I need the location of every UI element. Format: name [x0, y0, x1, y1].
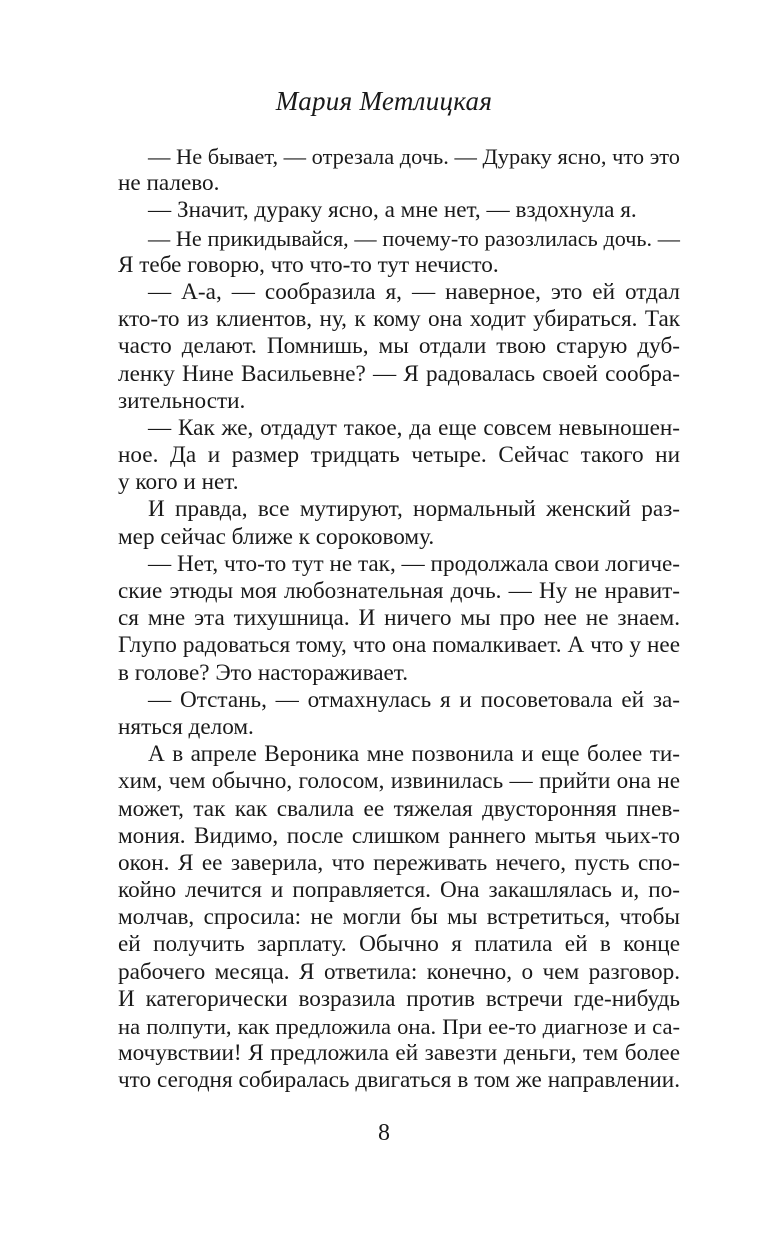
text-line: не палево. — [118, 170, 220, 197]
text-line: — Нет, что-то тут не так, — продолжала свои логиче- — [148, 550, 680, 577]
text-line: может, так как свалила ее тяжелая двусторонняя пнев- — [118, 795, 680, 822]
text-line: окон. Я ее заверила, что переживать нечего, пусть спо- — [118, 849, 680, 876]
text-line: ские этюды моя любознательная дочь. — Ну не нравит- — [118, 578, 680, 604]
text-line: — Значит, дураку ясно, а мне нет, — вздохнула я. — [148, 197, 637, 224]
page-number: 8 — [378, 1120, 390, 1146]
text-line: няться делом. — [118, 713, 254, 740]
text-line: зительности. — [118, 387, 246, 414]
text-line: молчав, спросила: не могли бы мы встретиться, чтобы — [118, 904, 680, 931]
text-line: мония. Видимо, после слишком раннего мытья чьих-то — [118, 822, 680, 849]
text-line: часто делают. Помнишь, мы отдали твою старую дуб- — [118, 333, 680, 360]
text-line: ное. Да и размер тридцать четыре. Сейчас такого ни — [118, 442, 680, 469]
text-line: ей получить зарплату. Обычно я платила ей в конце — [118, 931, 680, 958]
text-line: хим, чем обычно, голосом, извинилась — прийти она не — [118, 768, 680, 795]
text-line: — Не прикидывайся, — почему-то разозлилась дочь. — — [148, 225, 680, 251]
text-line: кто-то из клиентов, ну, к кому она ходит убираться. Так — [118, 306, 680, 333]
body-text — [118, 143, 680, 1095]
text-line: в голове? Это настораживает. — [118, 659, 408, 686]
text-line: — Не бывает, — отрезала дочь. — Дураку ясно, что это — [148, 144, 680, 169]
text-line: койно лечится и поправляется. Она закашлялась и, по- — [118, 877, 680, 904]
text-line: И категорически возразила против встречи где-нибудь — [118, 985, 680, 1012]
text-line: рабочего месяца. Я ответила: конечно, о чем разговор. — [118, 958, 680, 985]
text-line: Я тебе говорю, что что-то тут нечисто. — [118, 251, 499, 278]
text-line: — Как же, отдадут такое, да еще совсем невыношен- — [148, 414, 680, 441]
text-line: А в апреле Вероника мне позвонила и еще более ти- — [148, 741, 680, 768]
text-line: у кого и нет. — [118, 469, 239, 496]
text-line: на полпути, как предложила она. При ее-то диагнозе и са- — [118, 1014, 680, 1039]
text-line: мер сейчас ближе к сороковому. — [118, 523, 435, 550]
text-line: Глупо радоваться тому, что она помалкивает. А что у нее — [118, 632, 680, 659]
text-line: — Отстань, — отмахнулась я и посоветовала ей за- — [148, 686, 680, 713]
running-head-author: Мария Метлицкая — [275, 86, 493, 116]
text-line: мочувствии! Я предложила ей завезти деньги, тем более — [118, 1040, 680, 1067]
text-line: И правда, все мутируют, нормальный женский раз- — [148, 496, 680, 523]
text-line: — А-а, — сообразила я, — наверное, это ей отдал — [148, 278, 680, 305]
text-line: что сегодня собиралась двигаться в том же направлении. — [118, 1067, 680, 1094]
text-line: ленку Нине Васильевне? — Я радовалась своей сообра- — [118, 360, 680, 387]
text-line: ся мне эта тихушница. И ничего мы про нее не знаем. — [118, 605, 680, 632]
